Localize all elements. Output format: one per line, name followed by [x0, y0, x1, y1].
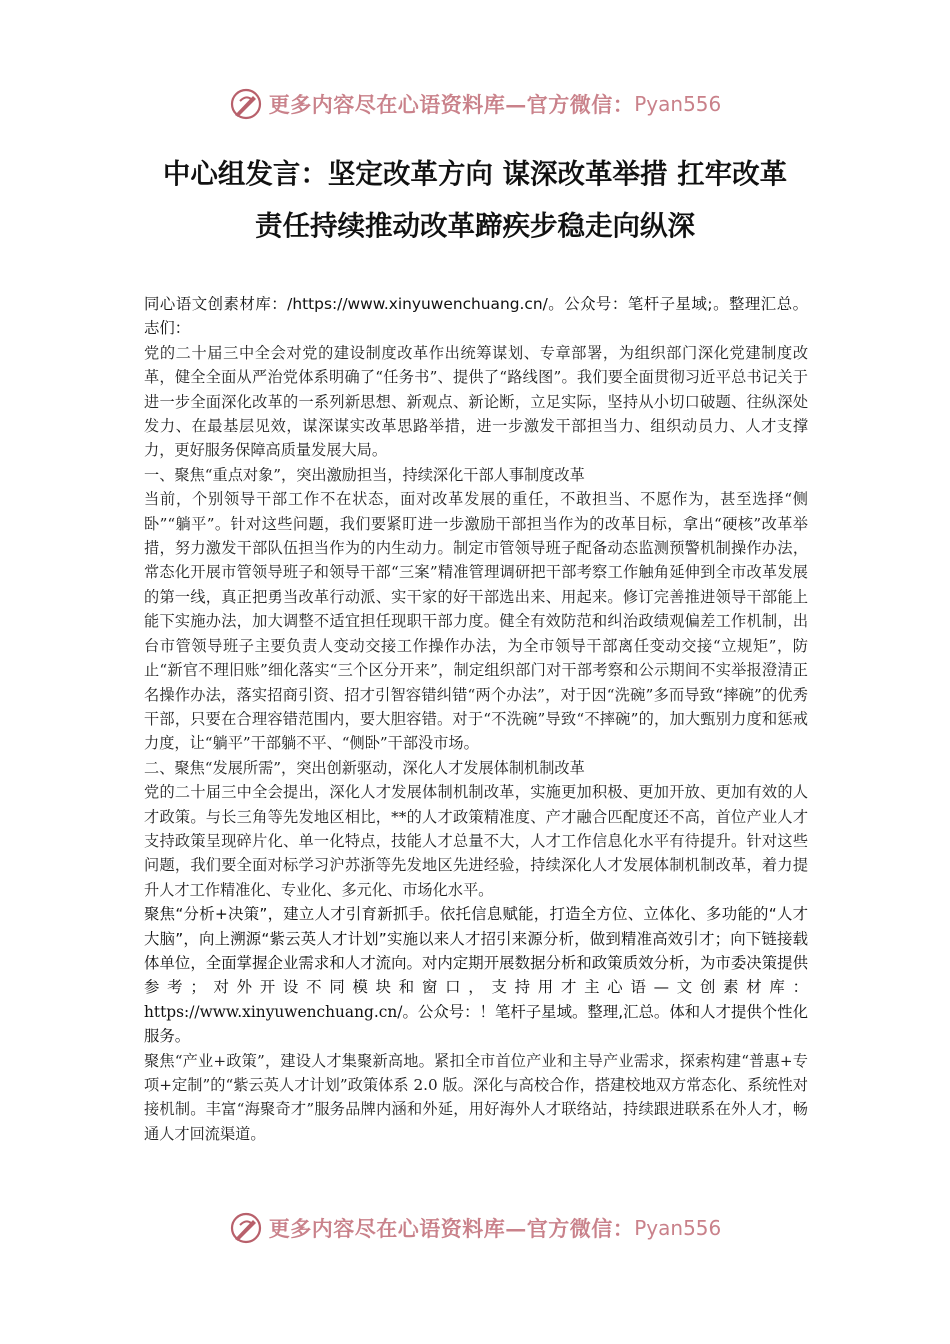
source-url: https://www.xinyuwenchuang.cn/ — [144, 1002, 403, 1021]
title-line-2: 责任持续推动改革蹄疾步稳走向纵深 — [255, 210, 695, 242]
paragraph-analysis-text-a: 聚焦“分析+决策”，建立人才引育新抓手。依托信息赋能，打造全方位、立体化、多功能的“人才大脑”，向上溯源“紫云英人才计划”实施以来人才招引来源分析，做到精准高效引才；向下链接载体单位，全面掌握企业需求和人才流向。对内定期开展数据分析和政策质效分析，为市委决策提供参考；对外开设不同模块和窗口，支持用才主心语—文创素材库： — [144, 905, 808, 997]
pen-logo-icon — [229, 87, 263, 121]
paragraph-section-1: 当前，个别领导干部工作不在状态，面对改革发展的重任，不敢担当、不愿作为，甚至选择“侧卧”“躺平”。针对这些问题，我们要紧盯进一步激励干部担当作为的改革目标，拿出“硬核”改革举措，努力激发干部队伍担当作为的内生动力。制定市管领导班子配备动态监测预警机制操作办法，常态化开展市管领导班子和领导干部“三案”精准管理调研把干部考察工作触角延伸到全市改革发展的第一线，真正把勇当改革行动派、实干家的好干部选出来、用起来。修订完善推进领导干部能上能下实施办法，加大调整不适宜担任现职干部力度。健全有效防范和纠治政绩观偏差工作机制，出台市管领导班子主要负责人变动交接工作操作办法，为全市领导干部离任变动交接“立规矩”，防止“新官不理旧账”细化落实“三个区分开来”，制定组织部门对干部考察和公示期间不实举报澄清正名操作办法，落实招商引资、招才引智容错纠错“两个办法”，对于因“洗碗”多而导致“摔碗”的优秀干部，只要在合理容错范围内，要大胆容错。对于“不洗碗”导致“不摔碗”的，加大甄别力度和惩戒力度，让“躺平”干部躺不平、“侧卧”干部没市场。 — [144, 490, 808, 753]
section-heading-2: 二、聚焦“发展所需”，突出创新驱动，深化人才发展体制机制改革 — [144, 758, 585, 777]
banner-wechat-id: Pyan556 — [634, 1216, 722, 1240]
document-title — [100, 148, 850, 252]
banner-text: 更多内容尽在心语资料库—官方微信： — [268, 92, 635, 117]
banner-text: 更多内容尽在心语资料库—官方微信： — [268, 1216, 635, 1241]
section-heading-1: 一、聚焦“重点对象”，突出激励担当，持续深化干部人事制度改革 — [144, 465, 585, 484]
header-banner — [0, 84, 950, 124]
title-line-1: 中心组发言：坚定改革方向 谋深改革举措 扛牢改革 — [162, 158, 788, 190]
paragraph-analysis-decision — [144, 902, 808, 1048]
source-line: 同心语文创素材库：/https://www.xinyuwenchuang.cn/。公众号：笔杆子星域;。整理汇总。志们： — [144, 295, 808, 338]
paragraph-industry-policy: 聚焦“产业+政策”，建设人才集聚新高地。紧扣全市首位产业和主导产业需求，探索构建“普惠+专项+定制”的“紫云英人才计划”政策体系 2.0 版。深化与高校合作，搭建校地双方常态化、系统性对接机制。丰富“海聚奇才”服务品牌内涵和外延，用好海外人才联络站，持续跟进联系在外人才，畅通人才回流渠道。 — [144, 1051, 808, 1143]
banner-wechat-id: Pyan556 — [634, 92, 722, 116]
document-body — [144, 292, 808, 1146]
footer-banner — [0, 1208, 950, 1248]
pen-logo-icon — [229, 1211, 263, 1245]
paragraph-section-2: 党的二十届三中全会提出，深化人才发展体制机制改革，实施更加积极、更加开放、更加有效的人才政策。与长三角等先发地区相比，**的人才政策精准度、产才融合匹配度还不高，首位产业人才支持政策呈现碎片化、单一化特点，技能人才总量不大，人才工作信息化水平有待提升。针对这些问题，我们要全面对标学习沪苏浙等先发地区先进经验，持续深化人才发展体制机制改革，着力提升人才工作精准化、专业化、多元化、市场化水平。 — [144, 783, 808, 899]
paragraph-intro: 党的二十届三中全会对党的建设制度改革作出统筹谋划、专章部署，为组织部门深化党建制度改革，健全全面从严治党体系明确了“任务书”、提供了“路线图”。我们要全面贯彻习近平总书记关于进一步全面深化改革的一系列新思想、新观点、新论断，立足实际，坚持从小切口破题、往纵深处发力、在最基层见效，谋深谋实改革思路举措，进一步激发干部担当力、组织动员力、人才支撑力，更好服务保障高质量发展大局。 — [144, 343, 808, 460]
paragraph-analysis-text-b: 。公众号：！笔杆子星域。整理,汇总。体和人才提供个性化服务。 — [144, 1002, 808, 1046]
